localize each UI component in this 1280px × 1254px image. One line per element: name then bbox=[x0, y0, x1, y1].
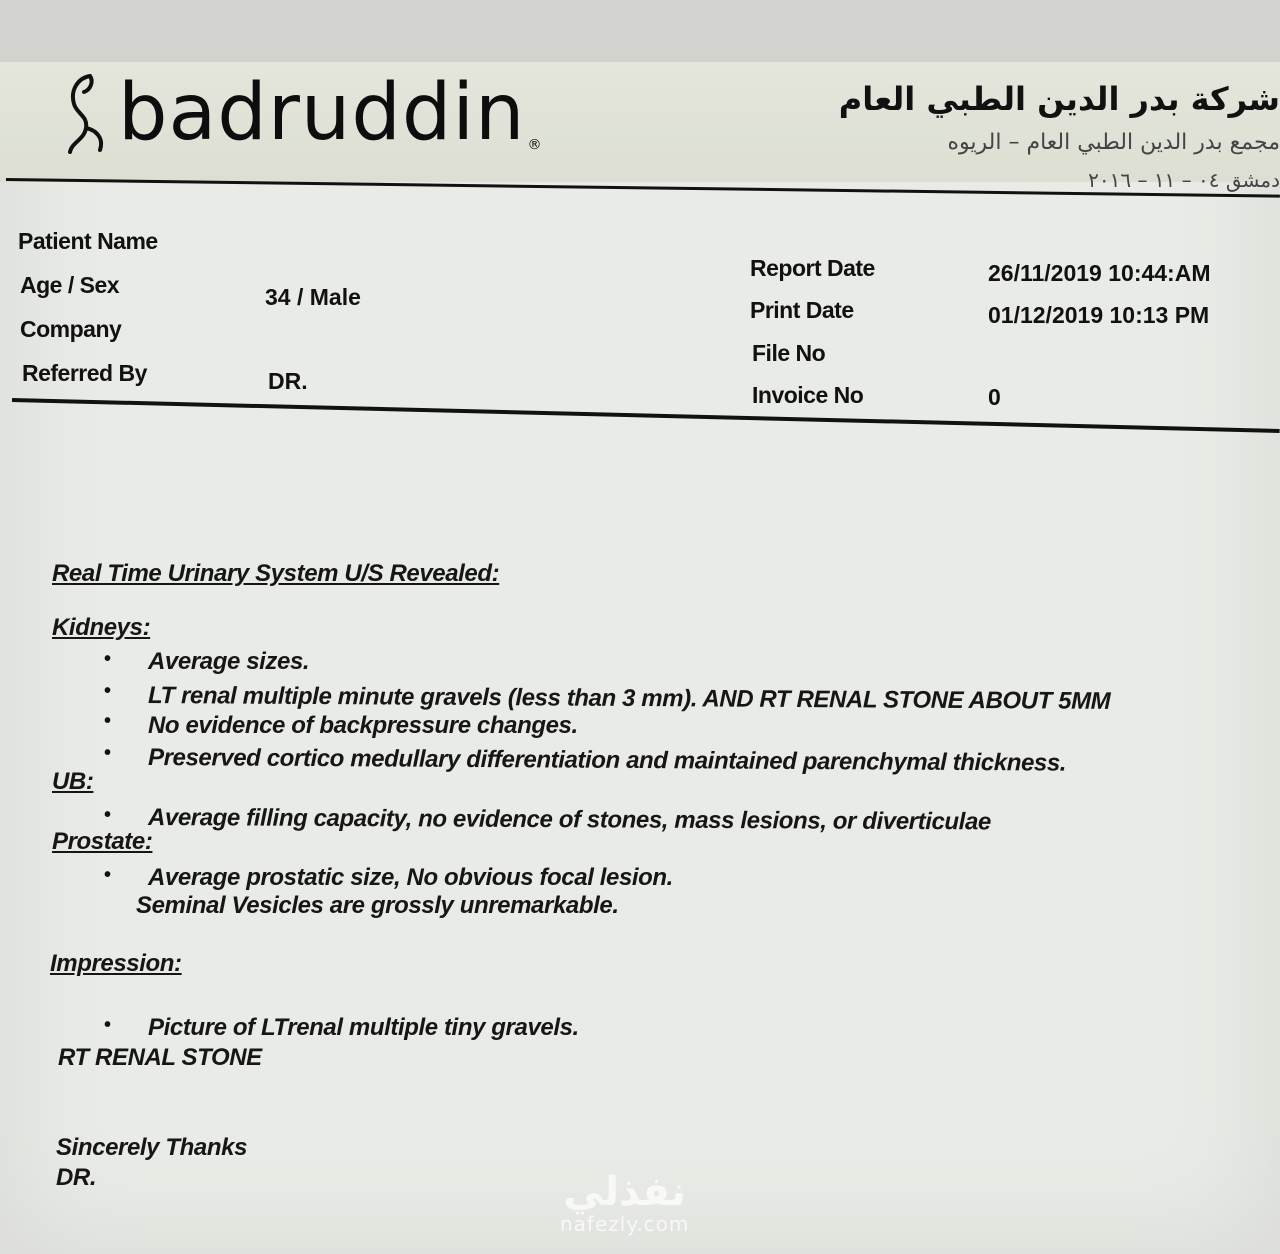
bullet-marker: • bbox=[104, 1014, 112, 1036]
kidney-finding: Average sizes. bbox=[148, 648, 310, 675]
age-sex-value: 34 / Male bbox=[265, 284, 361, 310]
report-date-label: Report Date bbox=[750, 255, 875, 281]
age-sex-label: Age / Sex bbox=[20, 272, 120, 298]
kidneys-heading: Kidneys: bbox=[52, 614, 151, 641]
prostate-finding: Average prostatic size, No obvious focal lesion. bbox=[148, 864, 673, 891]
report-date-value: 26/11/2019 10:44:AM bbox=[988, 260, 1211, 286]
report-title: Real Time Urinary System U/S Revealed: bbox=[52, 560, 500, 587]
brand-mark-icon bbox=[60, 68, 112, 158]
invoice-no-value: 0 bbox=[988, 384, 1001, 410]
print-date-value: 01/12/2019 10:13 PM bbox=[988, 302, 1210, 328]
referred-by-label: Referred By bbox=[22, 360, 147, 386]
arabic-subtitle: مجمع بدر الدين الطبي العام – الريوه bbox=[947, 130, 1280, 155]
bullet-marker: • bbox=[104, 680, 112, 702]
referred-by-value: DR. bbox=[268, 368, 308, 394]
bullet-marker: • bbox=[104, 648, 112, 670]
file-no-label: File No bbox=[752, 340, 826, 366]
patient-name-label: Patient Name bbox=[18, 228, 158, 254]
bullet-marker: • bbox=[104, 742, 112, 764]
impression-finding: Picture of LTrenal multiple tiny gravels. bbox=[148, 1014, 579, 1041]
kidney-finding: LT renal multiple minute gravels (less than 3 mm). AND RT RENAL STONE ABOUT 5MM bbox=[147, 682, 1111, 715]
top-strip bbox=[0, 0, 1280, 62]
bullet-marker: • bbox=[104, 710, 112, 732]
bullet-marker: • bbox=[104, 804, 112, 826]
info-divider bbox=[12, 398, 1280, 433]
invoice-no-label: Invoice No bbox=[752, 382, 864, 408]
signature-text: DR. bbox=[56, 1164, 97, 1191]
kidney-finding: No evidence of backpressure changes. bbox=[148, 712, 578, 739]
impression-note: RT RENAL STONE bbox=[58, 1044, 262, 1071]
print-date-label: Print Date bbox=[750, 297, 854, 323]
watermark-url: nafezly.com bbox=[560, 1212, 690, 1236]
brand-name: badruddin ® bbox=[118, 68, 543, 158]
bullet-marker: • bbox=[104, 864, 112, 886]
arabic-address: دمشق ٠٤ – ١١ – ٢٠١٦ bbox=[1088, 168, 1280, 192]
brand-logo bbox=[60, 68, 542, 158]
kidney-finding: Preserved cortico medullary differentiation and maintained parenchymal thickness. bbox=[147, 744, 1067, 777]
arabic-company-title: شركة بدر الدين الطبي العام bbox=[838, 80, 1280, 118]
watermark-arabic: نفذلي bbox=[563, 1169, 686, 1215]
watermark bbox=[560, 1169, 690, 1236]
ub-finding: Average filling capacity, no evidence of stones, mass lesions, or diverticulae bbox=[147, 804, 991, 836]
closing-text: Sincerely Thanks bbox=[56, 1134, 248, 1161]
prostate-note: Seminal Vesicles are grossly unremarkable. bbox=[136, 892, 619, 919]
prostate-heading: Prostate: bbox=[52, 828, 153, 855]
company-label: Company bbox=[20, 316, 122, 342]
impression-heading: Impression: bbox=[50, 950, 182, 977]
ub-heading: UB: bbox=[52, 768, 94, 795]
